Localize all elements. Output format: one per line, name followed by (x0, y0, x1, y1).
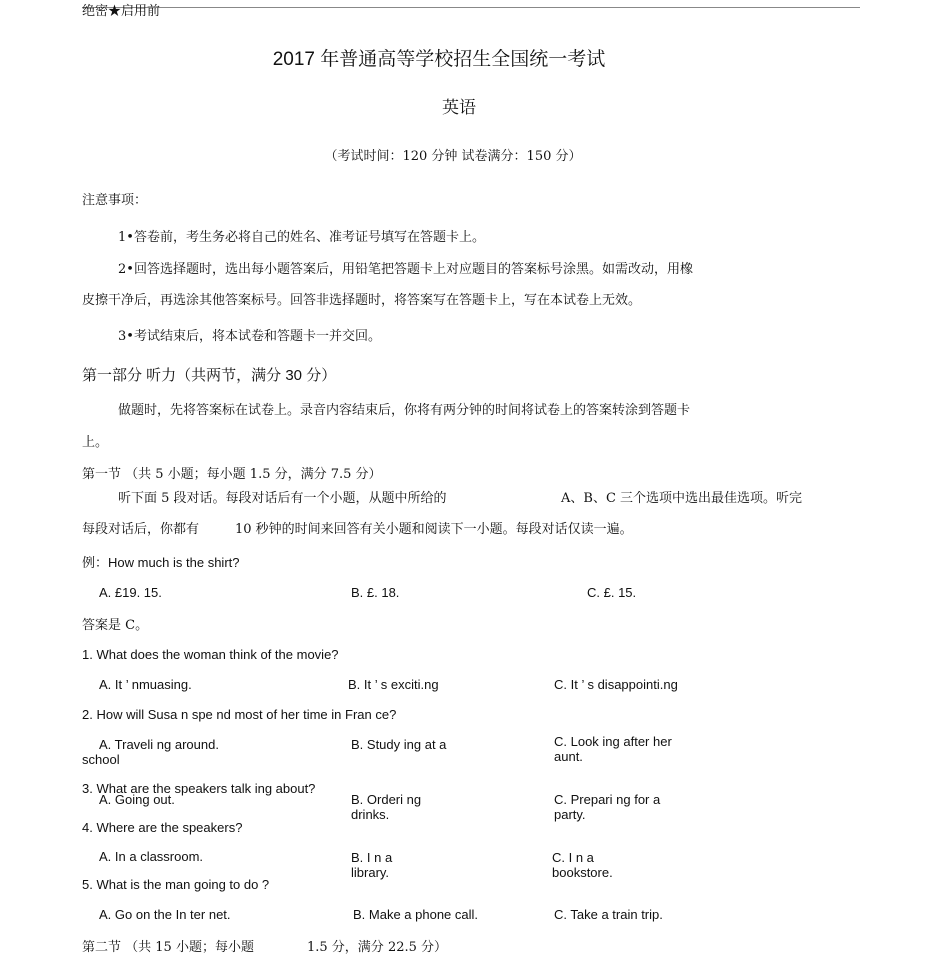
question-2-option-a: A. Traveli ng around. (99, 737, 219, 752)
part1-intro-line1: 做题时，先将答案标在试卷上。录音内容结束后，你将有两分钟的时间将试卷上的答案转涂到答题卡 (118, 403, 691, 418)
question-3-option-b: B. Orderi ng (351, 792, 422, 807)
question-3-option-a: A. Going out. (99, 792, 175, 807)
example-option-b: B. £. 18. (351, 585, 400, 600)
section1-instruction-2a: 每段对话后，你都有 (82, 522, 200, 537)
question-4-option-c: C. I n a (552, 850, 594, 865)
question-1-option-b: B. It ’ s exciti.ng (348, 677, 439, 692)
question-1-option-c: C. It ’ s disappointi.ng (554, 677, 678, 692)
question-2-option-a-cont: school (82, 752, 120, 767)
notice-heading: 注意事项： (82, 193, 148, 208)
section2-heading-a: 第二节 （共 15 小题；每小题 (82, 940, 254, 955)
question-3-option-c: C. Prepari ng for a (554, 792, 661, 807)
header-rule (82, 7, 860, 8)
example-question: 例：How much is the shirt? (82, 555, 240, 570)
part1-intro-line2: 上。 (82, 435, 109, 450)
part1-heading: 第一部分 听力（共两节，满分 30 分） (82, 367, 337, 384)
notice-item-1: 1•答卷前，考生务必将自己的姓名、准考证号填写在答题卡上。 (118, 230, 485, 245)
question-4-option-c-cont: bookstore. (552, 865, 613, 880)
section1-instruction-2b: 10 秒钟的时间来回答有关小题和阅读下一小题。每段对话仅读一遍。 (235, 522, 633, 537)
question-5-option-b: B. Make a phone call. (353, 907, 479, 922)
question-5-option-c: C. Take a train trip. (554, 907, 663, 922)
exam-info: （考试时间：120 分钟 试卷满分：150 分） (324, 149, 582, 164)
question-2: 2. How will Susa n spe nd most of her time in Fran ce? (82, 707, 397, 722)
example-option-a: A. £19. 15. (99, 585, 162, 600)
question-1-option-a: A. It ’ nmuasing. (99, 677, 192, 692)
question-4-option-b-cont: library. (351, 865, 390, 880)
notice-item-2-line1: 2•回答选择题时，选出每小题答案后，用铅笔把答题卡上对应题目的答案标号涂黑。如需改动，用橡 (118, 262, 693, 277)
section1-instruction-1b: A、B、C 三个选项中选出最佳选项。听完 (561, 491, 803, 506)
exam-title: 2017 年普通高等学校招生全国统一考试 (272, 49, 606, 70)
section2-heading-b: 1.5 分，满分 22.5 分） (307, 940, 448, 955)
example-answer: 答案是 C。 (82, 618, 149, 633)
notice-item-2-line2: 皮擦干净后，再选涂其他答案标号。回答非选择题时，将答案写在答题卡上，写在本试卷上无效。 (82, 293, 642, 308)
question-3-option-b-cont: drinks. (351, 807, 390, 822)
question-4-option-a: A. In a classroom. (99, 849, 204, 864)
question-5: 5. What is the man going to do ? (82, 877, 270, 892)
subject-title: 英语 (442, 98, 476, 117)
question-2-option-b: B. Study ing at a (351, 737, 447, 752)
question-3: 3. What are the speakers talk ing about? (82, 781, 316, 796)
question-3-option-c-cont: party. (554, 807, 586, 822)
question-4-option-b: B. I n a (351, 850, 393, 865)
section1-instruction-1a: 听下面 5 段对话。每段对话后有一个小题，从题中所给的 (118, 491, 447, 506)
secret-mark: 绝密★启用前 (82, 4, 161, 19)
question-1: 1. What does the woman think of the movie? (82, 647, 339, 662)
notice-item-3: 3•考试结束后，将本试卷和答题卡一并交回。 (118, 329, 381, 344)
question-2-option-c: C. Look ing after her (554, 734, 672, 749)
section1-heading: 第一节 （共 5 小题；每小题 1.5 分，满分 7.5 分） (82, 467, 382, 482)
question-4: 4. Where are the speakers? (82, 820, 243, 835)
question-5-option-a: A. Go on the In ter net. (99, 907, 231, 922)
question-2-option-c-cont: aunt. (554, 749, 583, 764)
example-option-c: C. £. 15. (587, 585, 637, 600)
